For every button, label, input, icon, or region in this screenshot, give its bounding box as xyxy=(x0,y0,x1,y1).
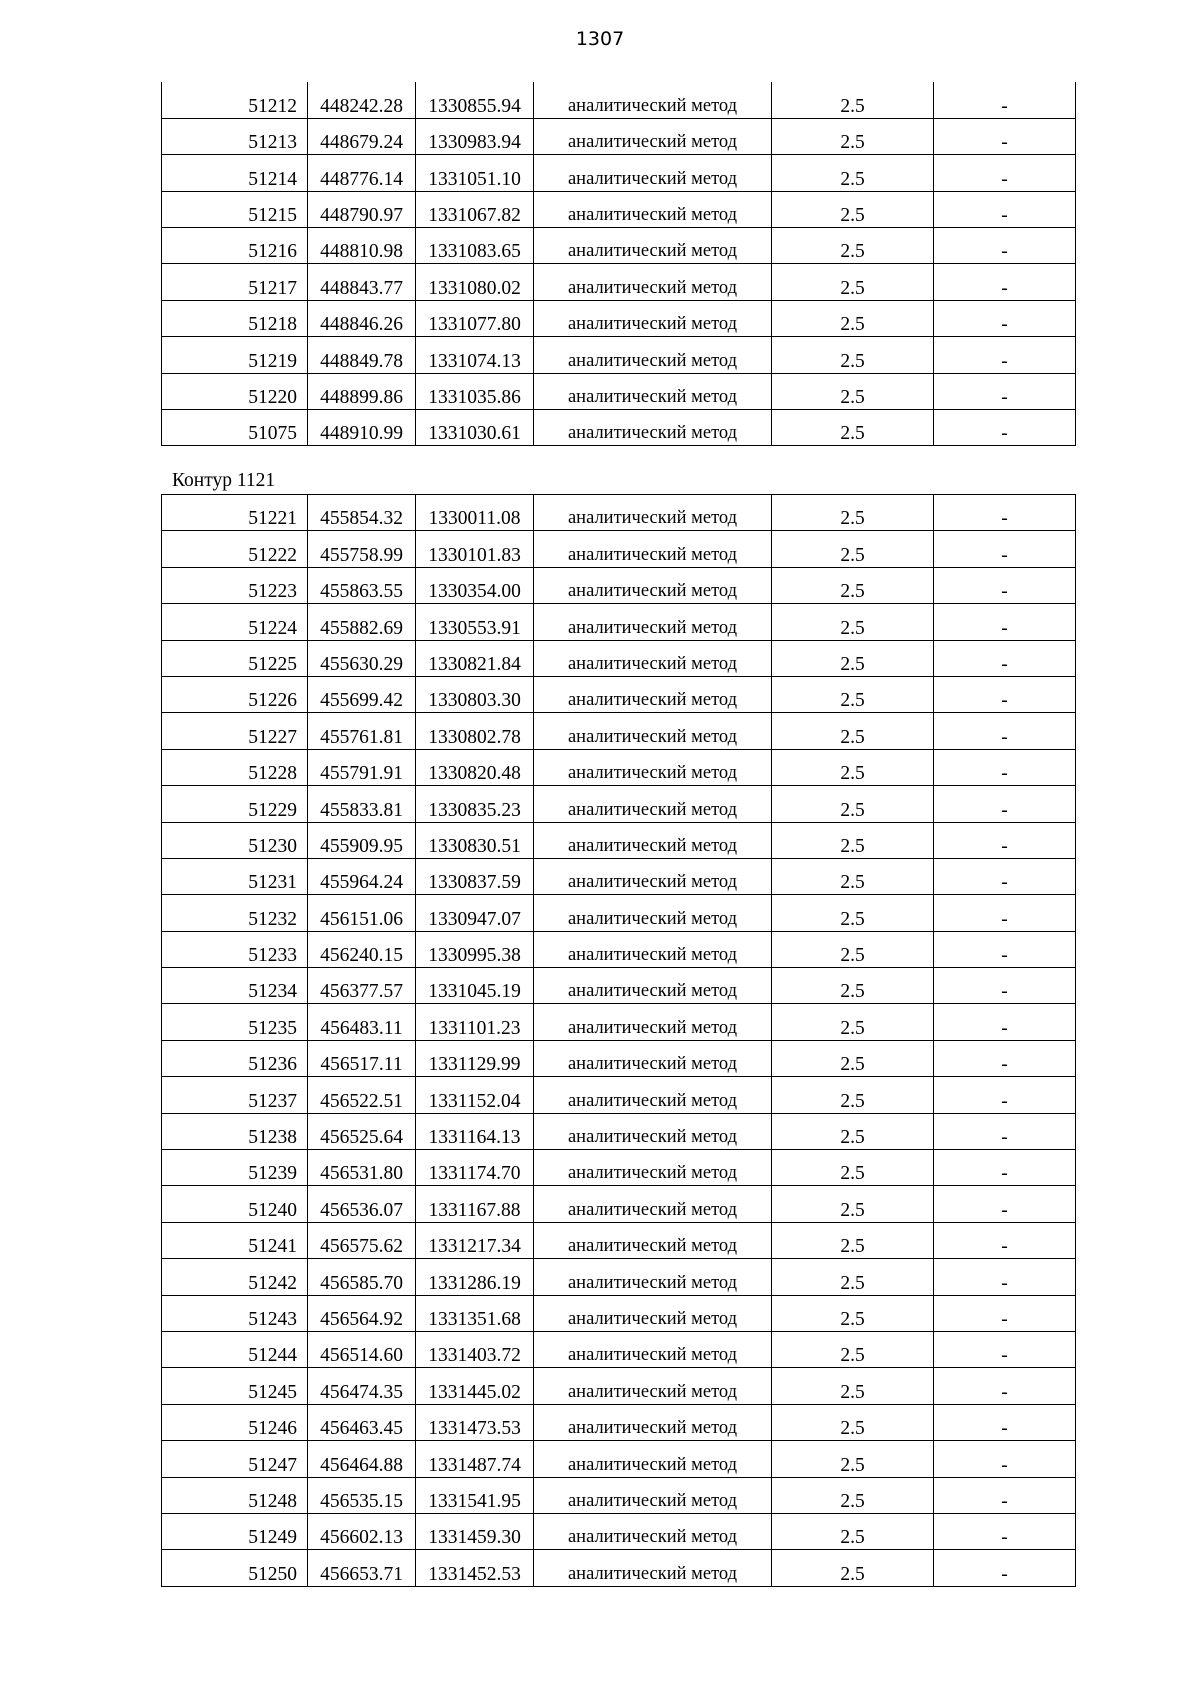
x-coordinate-cell: 455854.32 xyxy=(308,495,416,531)
description-cell: - xyxy=(934,567,1076,603)
table-row xyxy=(162,1150,1076,1186)
y-coordinate-cell: 1331541.95 xyxy=(416,1477,534,1513)
accuracy-cell: 2.5 xyxy=(772,1513,934,1549)
description-cell: - xyxy=(934,676,1076,712)
point-number-cell: 51227 xyxy=(162,713,308,749)
description-cell: - xyxy=(934,1477,1076,1513)
y-coordinate-cell: 1330837.59 xyxy=(416,858,534,894)
accuracy-cell: 2.5 xyxy=(772,264,934,300)
point-number-cell: 51233 xyxy=(162,931,308,967)
description-cell: - xyxy=(934,495,1076,531)
point-number-cell: 51228 xyxy=(162,749,308,785)
point-number-cell: 51244 xyxy=(162,1331,308,1367)
accuracy-cell: 2.5 xyxy=(772,337,934,373)
accuracy-cell: 2.5 xyxy=(772,1331,934,1367)
point-number-cell: 51215 xyxy=(162,191,308,227)
method-cell: аналитический метод xyxy=(534,410,772,446)
method-cell: аналитический метод xyxy=(534,858,772,894)
x-coordinate-cell: 456525.64 xyxy=(308,1113,416,1149)
x-coordinate-cell: 456474.35 xyxy=(308,1368,416,1404)
x-coordinate-cell: 448899.86 xyxy=(308,373,416,409)
table-row xyxy=(162,191,1076,227)
method-cell: аналитический метод xyxy=(534,640,772,676)
y-coordinate-cell: 1330835.23 xyxy=(416,786,534,822)
point-number-cell: 51231 xyxy=(162,858,308,894)
point-number-cell: 51219 xyxy=(162,337,308,373)
y-coordinate-cell: 1330553.91 xyxy=(416,604,534,640)
description-cell: - xyxy=(934,749,1076,785)
method-cell: аналитический метод xyxy=(534,1295,772,1331)
accuracy-cell: 2.5 xyxy=(772,1113,934,1149)
accuracy-cell: 2.5 xyxy=(772,1441,934,1477)
description-cell: - xyxy=(934,786,1076,822)
method-cell: аналитический метод xyxy=(534,1550,772,1586)
description-cell: - xyxy=(934,300,1076,336)
x-coordinate-cell: 448776.14 xyxy=(308,155,416,191)
x-coordinate-cell: 455630.29 xyxy=(308,640,416,676)
y-coordinate-cell: 1331045.19 xyxy=(416,968,534,1004)
y-coordinate-cell: 1331030.61 xyxy=(416,410,534,446)
description-cell: - xyxy=(934,1295,1076,1331)
description-cell: - xyxy=(934,228,1076,264)
point-number-cell: 51245 xyxy=(162,1368,308,1404)
table-row xyxy=(162,567,1076,603)
x-coordinate-cell: 456531.80 xyxy=(308,1150,416,1186)
point-number-cell: 51234 xyxy=(162,968,308,1004)
x-coordinate-cell: 448679.24 xyxy=(308,118,416,154)
accuracy-cell: 2.5 xyxy=(772,786,934,822)
x-coordinate-cell: 456585.70 xyxy=(308,1259,416,1295)
x-coordinate-cell: 456564.92 xyxy=(308,1295,416,1331)
description-cell: - xyxy=(934,337,1076,373)
x-coordinate-cell: 456151.06 xyxy=(308,895,416,931)
method-cell: аналитический метод xyxy=(534,895,772,931)
table-row xyxy=(162,300,1076,336)
coordinates-table xyxy=(161,82,1076,446)
accuracy-cell: 2.5 xyxy=(772,155,934,191)
table-row xyxy=(162,1404,1076,1440)
description-cell: - xyxy=(934,1331,1076,1367)
description-cell: - xyxy=(934,1186,1076,1222)
table-row xyxy=(162,155,1076,191)
x-coordinate-cell: 448846.26 xyxy=(308,300,416,336)
description-cell: - xyxy=(934,604,1076,640)
x-coordinate-cell: 456483.11 xyxy=(308,1004,416,1040)
method-cell: аналитический метод xyxy=(534,1186,772,1222)
point-number-cell: 51224 xyxy=(162,604,308,640)
description-cell: - xyxy=(934,1222,1076,1258)
x-coordinate-cell: 448910.99 xyxy=(308,410,416,446)
point-number-cell: 51212 xyxy=(162,82,308,118)
point-number-cell: 51248 xyxy=(162,1477,308,1513)
description-cell: - xyxy=(934,1113,1076,1149)
accuracy-cell: 2.5 xyxy=(772,1477,934,1513)
point-number-cell: 51226 xyxy=(162,676,308,712)
table-row xyxy=(162,1368,1076,1404)
table-row xyxy=(162,786,1076,822)
table-row xyxy=(162,82,1076,118)
y-coordinate-cell: 1331077.80 xyxy=(416,300,534,336)
method-cell: аналитический метод xyxy=(534,1513,772,1549)
point-number-cell: 51220 xyxy=(162,373,308,409)
point-number-cell: 51218 xyxy=(162,300,308,336)
method-cell: аналитический метод xyxy=(534,1150,772,1186)
y-coordinate-cell: 1330820.48 xyxy=(416,749,534,785)
x-coordinate-cell: 455833.81 xyxy=(308,786,416,822)
table-row xyxy=(162,640,1076,676)
y-coordinate-cell: 1331167.88 xyxy=(416,1186,534,1222)
y-coordinate-cell: 1331286.19 xyxy=(416,1259,534,1295)
description-cell: - xyxy=(934,155,1076,191)
x-coordinate-cell: 456514.60 xyxy=(308,1331,416,1367)
accuracy-cell: 2.5 xyxy=(772,1368,934,1404)
table-row xyxy=(162,1222,1076,1258)
accuracy-cell: 2.5 xyxy=(772,1077,934,1113)
accuracy-cell: 2.5 xyxy=(772,858,934,894)
description-cell: - xyxy=(934,1441,1076,1477)
point-number-cell: 51217 xyxy=(162,264,308,300)
description-cell: - xyxy=(934,822,1076,858)
y-coordinate-cell: 1331035.86 xyxy=(416,373,534,409)
y-coordinate-cell: 1331051.10 xyxy=(416,155,534,191)
description-cell: - xyxy=(934,1077,1076,1113)
x-coordinate-cell: 456377.57 xyxy=(308,968,416,1004)
method-cell: аналитический метод xyxy=(534,786,772,822)
table-row xyxy=(162,1513,1076,1549)
x-coordinate-cell: 456653.71 xyxy=(308,1550,416,1586)
accuracy-cell: 2.5 xyxy=(772,822,934,858)
accuracy-cell: 2.5 xyxy=(772,713,934,749)
y-coordinate-cell: 1331351.68 xyxy=(416,1295,534,1331)
y-coordinate-cell: 1331152.04 xyxy=(416,1077,534,1113)
table-row xyxy=(162,1331,1076,1367)
method-cell: аналитический метод xyxy=(534,1259,772,1295)
point-number-cell: 51237 xyxy=(162,1077,308,1113)
point-number-cell: 51239 xyxy=(162,1150,308,1186)
method-cell: аналитический метод xyxy=(534,1331,772,1367)
x-coordinate-cell: 448790.97 xyxy=(308,191,416,227)
method-cell: аналитический метод xyxy=(534,337,772,373)
accuracy-cell: 2.5 xyxy=(772,604,934,640)
method-cell: аналитический метод xyxy=(534,228,772,264)
x-coordinate-cell: 455758.99 xyxy=(308,531,416,567)
accuracy-cell: 2.5 xyxy=(772,228,934,264)
x-coordinate-cell: 456240.15 xyxy=(308,931,416,967)
x-coordinate-cell: 456535.15 xyxy=(308,1477,416,1513)
accuracy-cell: 2.5 xyxy=(772,567,934,603)
table-row xyxy=(162,337,1076,373)
description-cell: - xyxy=(934,968,1076,1004)
point-number-cell: 51243 xyxy=(162,1295,308,1331)
point-number-cell: 51249 xyxy=(162,1513,308,1549)
coordinates-table-contour-1121 xyxy=(161,494,1075,1587)
description-cell: - xyxy=(934,713,1076,749)
description-cell: - xyxy=(934,373,1076,409)
method-cell: аналитический метод xyxy=(534,82,772,118)
y-coordinate-cell: 1330802.78 xyxy=(416,713,534,749)
method-cell: аналитический метод xyxy=(534,1441,772,1477)
accuracy-cell: 2.5 xyxy=(772,1150,934,1186)
point-number-cell: 51238 xyxy=(162,1113,308,1149)
x-coordinate-cell: 456517.11 xyxy=(308,1040,416,1076)
accuracy-cell: 2.5 xyxy=(772,968,934,1004)
y-coordinate-cell: 1331101.23 xyxy=(416,1004,534,1040)
x-coordinate-cell: 448849.78 xyxy=(308,337,416,373)
accuracy-cell: 2.5 xyxy=(772,1040,934,1076)
table-row xyxy=(162,531,1076,567)
accuracy-cell: 2.5 xyxy=(772,895,934,931)
x-coordinate-cell: 455909.95 xyxy=(308,822,416,858)
accuracy-cell: 2.5 xyxy=(772,495,934,531)
x-coordinate-cell: 456602.13 xyxy=(308,1513,416,1549)
x-coordinate-cell: 448810.98 xyxy=(308,228,416,264)
method-cell: аналитический метод xyxy=(534,749,772,785)
x-coordinate-cell: 455863.55 xyxy=(308,567,416,603)
table-row xyxy=(162,604,1076,640)
point-number-cell: 51247 xyxy=(162,1441,308,1477)
table-row xyxy=(162,968,1076,1004)
point-number-cell: 51229 xyxy=(162,786,308,822)
table-row xyxy=(162,713,1076,749)
point-number-cell: 51230 xyxy=(162,822,308,858)
method-cell: аналитический метод xyxy=(534,300,772,336)
point-number-cell: 51232 xyxy=(162,895,308,931)
y-coordinate-cell: 1330354.00 xyxy=(416,567,534,603)
accuracy-cell: 2.5 xyxy=(772,118,934,154)
point-number-cell: 51075 xyxy=(162,410,308,446)
y-coordinate-cell: 1331080.02 xyxy=(416,264,534,300)
description-cell: - xyxy=(934,1150,1076,1186)
x-coordinate-cell: 448843.77 xyxy=(308,264,416,300)
table-row xyxy=(162,1040,1076,1076)
x-coordinate-cell: 455964.24 xyxy=(308,858,416,894)
accuracy-cell: 2.5 xyxy=(772,1186,934,1222)
method-cell: аналитический метод xyxy=(534,931,772,967)
y-coordinate-cell: 1330011.08 xyxy=(416,495,534,531)
point-number-cell: 51223 xyxy=(162,567,308,603)
x-coordinate-cell: 455791.91 xyxy=(308,749,416,785)
method-cell: аналитический метод xyxy=(534,604,772,640)
y-coordinate-cell: 1330803.30 xyxy=(416,676,534,712)
description-cell: - xyxy=(934,895,1076,931)
y-coordinate-cell: 1331083.65 xyxy=(416,228,534,264)
table-row xyxy=(162,895,1076,931)
y-coordinate-cell: 1331445.02 xyxy=(416,1368,534,1404)
method-cell: аналитический метод xyxy=(534,1040,772,1076)
table-row xyxy=(162,1186,1076,1222)
accuracy-cell: 2.5 xyxy=(772,1404,934,1440)
point-number-cell: 51213 xyxy=(162,118,308,154)
method-cell: аналитический метод xyxy=(534,822,772,858)
description-cell: - xyxy=(934,1404,1076,1440)
description-cell: - xyxy=(934,410,1076,446)
method-cell: аналитический метод xyxy=(534,1004,772,1040)
accuracy-cell: 2.5 xyxy=(772,676,934,712)
accuracy-cell: 2.5 xyxy=(772,1222,934,1258)
y-coordinate-cell: 1331217.34 xyxy=(416,1222,534,1258)
x-coordinate-cell: 456463.45 xyxy=(308,1404,416,1440)
accuracy-cell: 2.5 xyxy=(772,373,934,409)
x-coordinate-cell: 456536.07 xyxy=(308,1186,416,1222)
description-cell: - xyxy=(934,858,1076,894)
point-number-cell: 51241 xyxy=(162,1222,308,1258)
method-cell: аналитический метод xyxy=(534,155,772,191)
accuracy-cell: 2.5 xyxy=(772,1295,934,1331)
x-coordinate-cell: 448242.28 xyxy=(308,82,416,118)
description-cell: - xyxy=(934,1550,1076,1586)
table-row xyxy=(162,495,1076,531)
method-cell: аналитический метод xyxy=(534,713,772,749)
table-row xyxy=(162,1477,1076,1513)
table-row xyxy=(162,1441,1076,1477)
x-coordinate-cell: 456464.88 xyxy=(308,1441,416,1477)
y-coordinate-cell: 1331459.30 xyxy=(416,1513,534,1549)
method-cell: аналитический метод xyxy=(534,495,772,531)
y-coordinate-cell: 1330855.94 xyxy=(416,82,534,118)
table-row xyxy=(162,1259,1076,1295)
method-cell: аналитический метод xyxy=(534,1477,772,1513)
point-number-cell: 51216 xyxy=(162,228,308,264)
description-cell: - xyxy=(934,1040,1076,1076)
y-coordinate-cell: 1331067.82 xyxy=(416,191,534,227)
point-number-cell: 51221 xyxy=(162,495,308,531)
description-cell: - xyxy=(934,1259,1076,1295)
accuracy-cell: 2.5 xyxy=(772,531,934,567)
method-cell: аналитический метод xyxy=(534,1113,772,1149)
table-row xyxy=(162,118,1076,154)
method-cell: аналитический метод xyxy=(534,1404,772,1440)
method-cell: аналитический метод xyxy=(534,264,772,300)
x-coordinate-cell: 455761.81 xyxy=(308,713,416,749)
point-number-cell: 51222 xyxy=(162,531,308,567)
x-coordinate-cell: 456522.51 xyxy=(308,1077,416,1113)
table-row xyxy=(162,228,1076,264)
y-coordinate-cell: 1330983.94 xyxy=(416,118,534,154)
y-coordinate-cell: 1330821.84 xyxy=(416,640,534,676)
table-row xyxy=(162,373,1076,409)
y-coordinate-cell: 1330947.07 xyxy=(416,895,534,931)
y-coordinate-cell: 1330101.83 xyxy=(416,531,534,567)
y-coordinate-cell: 1331074.13 xyxy=(416,337,534,373)
y-coordinate-cell: 1331403.72 xyxy=(416,1331,534,1367)
description-cell: - xyxy=(934,531,1076,567)
point-number-cell: 51240 xyxy=(162,1186,308,1222)
accuracy-cell: 2.5 xyxy=(772,191,934,227)
y-coordinate-cell: 1331129.99 xyxy=(416,1040,534,1076)
point-number-cell: 51246 xyxy=(162,1404,308,1440)
point-number-cell: 51250 xyxy=(162,1550,308,1586)
point-number-cell: 51214 xyxy=(162,155,308,191)
accuracy-cell: 2.5 xyxy=(772,931,934,967)
description-cell: - xyxy=(934,82,1076,118)
method-cell: аналитический метод xyxy=(534,1368,772,1404)
x-coordinate-cell: 455882.69 xyxy=(308,604,416,640)
table-row xyxy=(162,749,1076,785)
method-cell: аналитический метод xyxy=(534,676,772,712)
table-row xyxy=(162,1295,1076,1331)
method-cell: аналитический метод xyxy=(534,118,772,154)
y-coordinate-cell: 1331487.74 xyxy=(416,1441,534,1477)
method-cell: аналитический метод xyxy=(534,567,772,603)
table-row xyxy=(162,1004,1076,1040)
table-row xyxy=(162,676,1076,712)
y-coordinate-cell: 1331473.53 xyxy=(416,1404,534,1440)
method-cell: аналитический метод xyxy=(534,968,772,1004)
table-row xyxy=(162,822,1076,858)
accuracy-cell: 2.5 xyxy=(772,300,934,336)
method-cell: аналитический метод xyxy=(534,1222,772,1258)
description-cell: - xyxy=(934,1004,1076,1040)
point-number-cell: 51225 xyxy=(162,640,308,676)
point-number-cell: 51235 xyxy=(162,1004,308,1040)
contour-title: Контур 1121 xyxy=(172,470,276,491)
description-cell: - xyxy=(934,118,1076,154)
accuracy-cell: 2.5 xyxy=(772,82,934,118)
y-coordinate-cell: 1331174.70 xyxy=(416,1150,534,1186)
accuracy-cell: 2.5 xyxy=(772,640,934,676)
coordinates-table-previous-contour xyxy=(161,82,1075,446)
description-cell: - xyxy=(934,264,1076,300)
point-number-cell: 51236 xyxy=(162,1040,308,1076)
table-row xyxy=(162,264,1076,300)
y-coordinate-cell: 1330995.38 xyxy=(416,931,534,967)
table-row xyxy=(162,1550,1076,1586)
description-cell: - xyxy=(934,931,1076,967)
y-coordinate-cell: 1331164.13 xyxy=(416,1113,534,1149)
table-row xyxy=(162,410,1076,446)
accuracy-cell: 2.5 xyxy=(772,1550,934,1586)
table-row xyxy=(162,1113,1076,1149)
y-coordinate-cell: 1330830.51 xyxy=(416,822,534,858)
accuracy-cell: 2.5 xyxy=(772,410,934,446)
method-cell: аналитический метод xyxy=(534,1077,772,1113)
x-coordinate-cell: 455699.42 xyxy=(308,676,416,712)
x-coordinate-cell: 456575.62 xyxy=(308,1222,416,1258)
method-cell: аналитический метод xyxy=(534,531,772,567)
page-number: 1307 xyxy=(575,28,625,50)
accuracy-cell: 2.5 xyxy=(772,1004,934,1040)
description-cell: - xyxy=(934,191,1076,227)
table-row xyxy=(162,931,1076,967)
y-coordinate-cell: 1331452.53 xyxy=(416,1550,534,1586)
method-cell: аналитический метод xyxy=(534,191,772,227)
accuracy-cell: 2.5 xyxy=(772,749,934,785)
description-cell: - xyxy=(934,1368,1076,1404)
coordinates-table xyxy=(161,494,1076,1587)
table-row xyxy=(162,858,1076,894)
table-row xyxy=(162,1077,1076,1113)
description-cell: - xyxy=(934,1513,1076,1549)
description-cell: - xyxy=(934,640,1076,676)
method-cell: аналитический метод xyxy=(534,373,772,409)
point-number-cell: 51242 xyxy=(162,1259,308,1295)
accuracy-cell: 2.5 xyxy=(772,1259,934,1295)
